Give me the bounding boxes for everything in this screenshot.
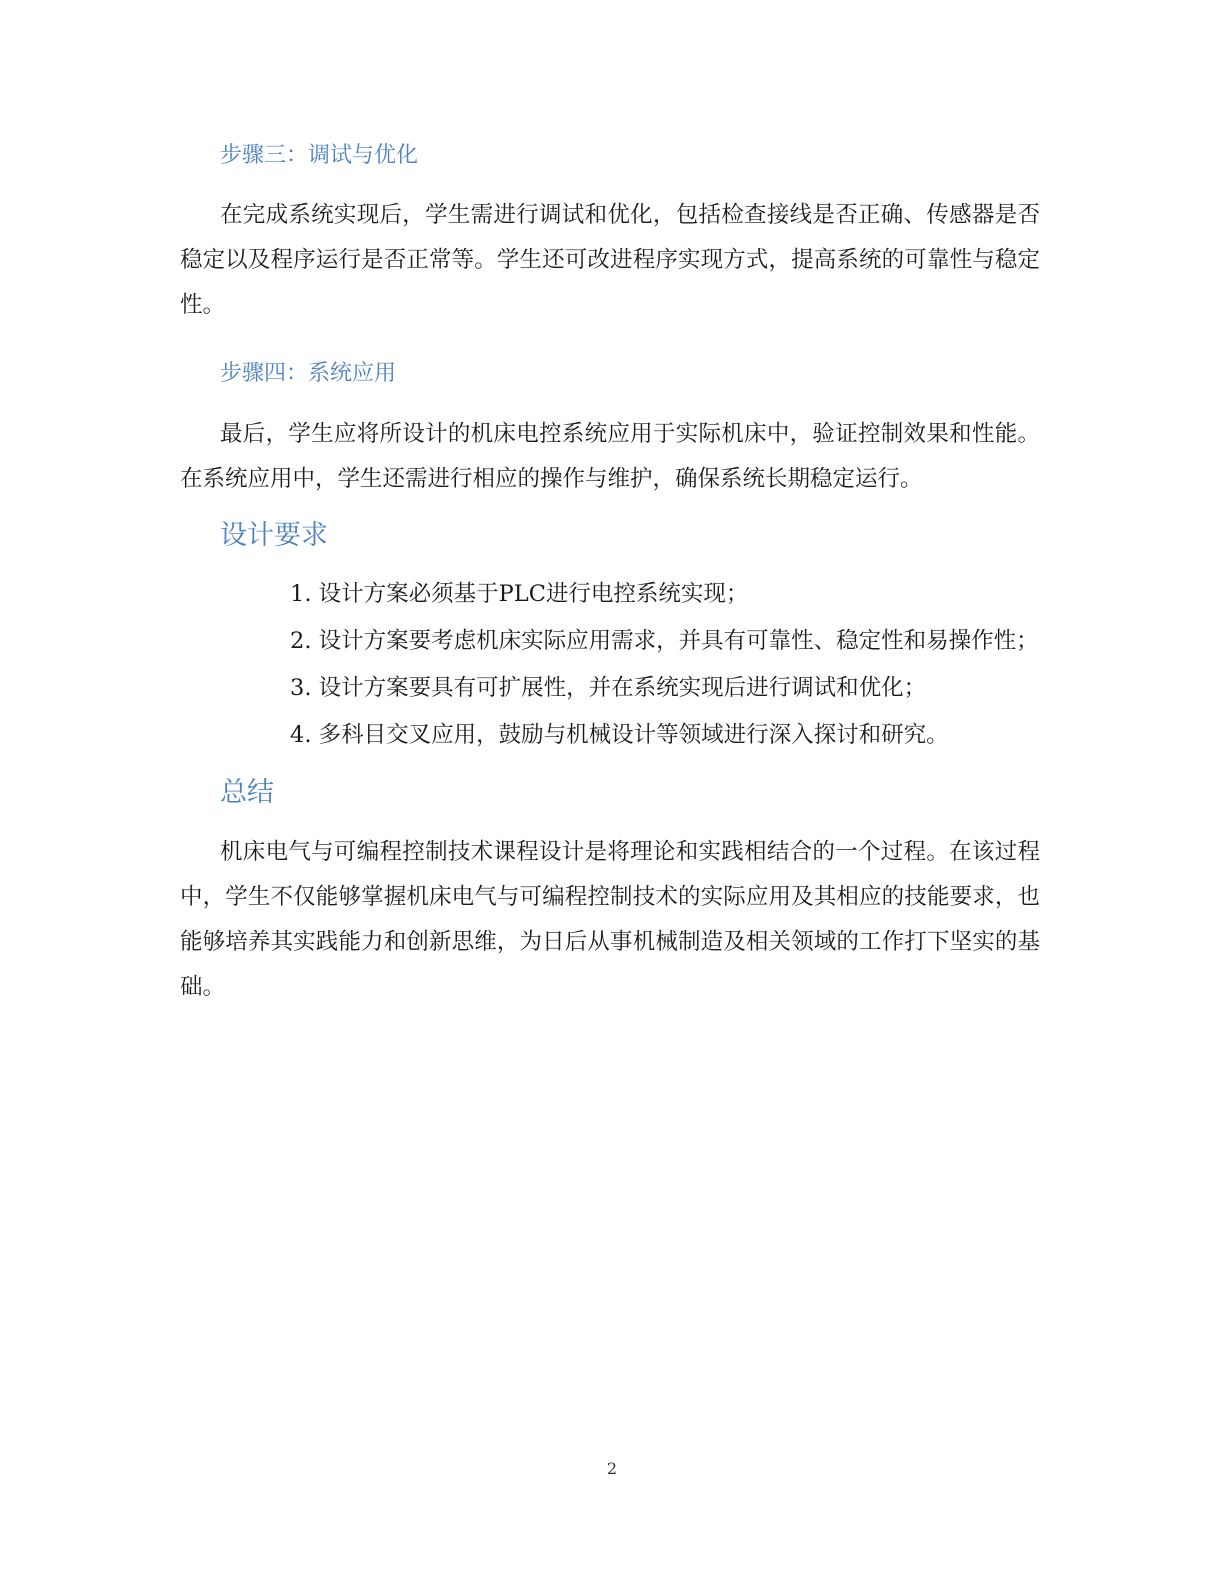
- summary-heading: 总结: [220, 777, 274, 808]
- requirement-item-2: 2. 设计方案要考虑机床实际应用需求，并具有可靠性、稳定性和易操作性；: [290, 628, 1039, 654]
- requirement-item-1: 1. 设计方案必须基于PLC进行电控系统实现；: [290, 581, 749, 607]
- requirement-item-3: 3. 设计方案要具有可扩展性，并在系统实现后进行调试和优化；: [290, 675, 927, 701]
- requirements-list: [180, 571, 1040, 759]
- page-content: [180, 138, 1040, 1010]
- requirements-heading: 设计要求: [220, 520, 328, 551]
- step4-heading: 步骤四：系统应用: [220, 361, 397, 386]
- summary-paragraph: 机床电气与可编程控制技术课程设计是将理论和实践相结合的一个过程。在该过程中，学生不仅能够掌握机床电气与可编程控制技术的实际应用及其相应的技能要求，也能够培养其实践能力和创新思维，为日后从事机械制造及相关领域的工作打下坚实的基础。: [180, 839, 1040, 1000]
- page-number: 2: [606, 1459, 618, 1478]
- step4-paragraph: 最后，学生应将所设计的机床电控系统应用于实际机床中，验证控制效果和性能。在系统应用中，学生还需进行相应的操作与维护，确保系统长期稳定运行。: [180, 421, 1040, 492]
- requirement-item-4: 4. 多科目交叉应用，鼓励与机械设计等领域进行深入探讨和研究。: [290, 722, 949, 748]
- step3-paragraph: 在完成系统实现后，学生需进行调试和优化，包括检查接线是否正确、传感器是否稳定以及程序运行是否正常等。学生还可改进程序实现方式，提高系统的可靠性与稳定性。: [180, 202, 1040, 318]
- step3-heading: 步骤三：调试与优化: [220, 143, 419, 168]
